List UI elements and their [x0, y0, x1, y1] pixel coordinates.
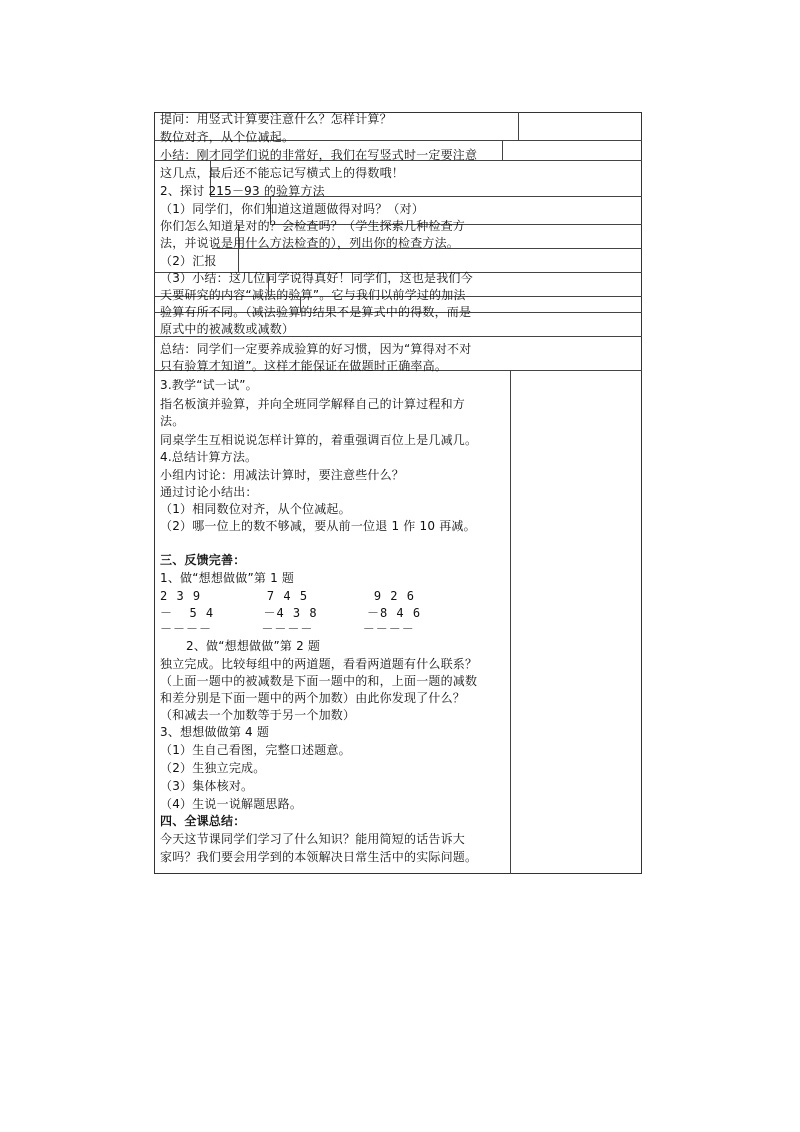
line-problem-row-3: －－－－ －－－－ －－－－: [160, 622, 415, 636]
line-problem-row-1: 2 3 9 7 4 5 9 2 6: [160, 589, 415, 603]
line-board-cont: 法。: [160, 414, 185, 428]
line-check: 你们怎么知道是对的？会检查吗？（学生探索几种检查方: [160, 219, 466, 233]
line-independent: 独立完成。比较每组中的两道题，看看两道题有什么联系？: [160, 657, 478, 671]
line-item-3-cont: 验算有所不同。（减法验算的结果不是算式中的得数，而是: [160, 305, 472, 319]
line-step-1: （1）生自己看图，完整口述题意。: [160, 743, 351, 757]
line-step-2: （2）生独立完成。: [160, 761, 266, 775]
line-summary: 小结：刚才同学们说的非常好，我们在写竖式时一定要注意: [160, 148, 478, 162]
line-item-1: （1）同学们，你们知道这道题做得对吗？（对）: [160, 202, 425, 216]
line-summary-q: 今天这节课同学们学习了什么知识？能用简短的话告诉大: [160, 832, 466, 846]
line-summary-q-cont: 家吗？我们要会用学到的本领解决日常生活中的实际问题。: [160, 850, 478, 864]
line-through: 通过讨论小结出：: [160, 485, 258, 499]
section-heading-summary: 四、全课总结：: [160, 814, 246, 828]
line-rule-2: （2）哪一位上的数不够减，要从前一位退 1 作 10 再减。: [160, 519, 476, 533]
line-answer: 数位对齐，从个位减起。: [160, 130, 295, 144]
line-item-2: （2）汇报: [160, 254, 217, 268]
line-board: 指名板演并验算，并向全班同学解释自己的计算过程和方: [160, 397, 466, 411]
line-check-cont: 法，并说说是用什么方法检查的），列出你的检查方法。: [160, 236, 460, 250]
table-divider: [518, 112, 519, 140]
line-relation-answer: （和减去一个加数等于另一个加数）: [160, 708, 356, 722]
line-item-3-cont: 天要研究的内容“减法的验算”。它与我们以前学过的加法: [160, 288, 466, 302]
line-exercise-1: 1、做“想想做做”第 1 题: [160, 571, 295, 585]
line-conclusion-cont: 只有验算才知道”。这样才能保证在做题时正确率高。: [160, 359, 448, 373]
line-step-4: （4）生说一说解题思路。: [160, 797, 303, 811]
line-relation: （上面一题中的被减数是下面一题中的和，上面一题的减数: [160, 674, 478, 688]
line-item-3-cont: 原式中的被减数或减数）: [160, 322, 295, 336]
section-heading-feedback: 三、反馈完善：: [160, 553, 246, 567]
line-relation-cont: 和差分别是下面一题中的两个加数）由此你发现了什么？: [160, 691, 466, 705]
line-question: 提问：用竖式计算要注意什么？怎样计算？: [160, 112, 392, 126]
line-exercise-2: 2、做“想想做做”第 2 题: [186, 639, 321, 653]
line-desk-mate: 同桌学生互相说说怎样计算的，着重强调百位上是几减几。: [160, 433, 478, 447]
line-conclusion: 总结：同学们一定要养成验算的好习惯，因为“算得对不对: [160, 342, 472, 356]
line-rule-1: （1）相同数位对齐，从个位减起。: [160, 502, 351, 516]
line-section-2: 2、探讨 215－93 的验算方法: [160, 184, 325, 198]
line-summary-cont: 这几点，最后还不能忘记写横式上的得数哦！: [160, 166, 405, 180]
line-group: 小组内讨论：用减法计算时，要注意些什么？: [160, 468, 405, 482]
line-step-3: （3）集体核对。: [160, 779, 254, 793]
line-exercise-4: 3、想想做做第 4 题: [160, 725, 270, 739]
line-section-4: 4.总结计算方法。: [160, 450, 258, 464]
line-item-3: （3）小结：这几位同学说得真好！同学们，这也是我们今: [160, 271, 473, 285]
line-section-3: 3.教学“试一试”。: [160, 378, 258, 392]
line-problem-row-2: － 5 4 －4 3 8 －8 4 6: [160, 606, 422, 620]
